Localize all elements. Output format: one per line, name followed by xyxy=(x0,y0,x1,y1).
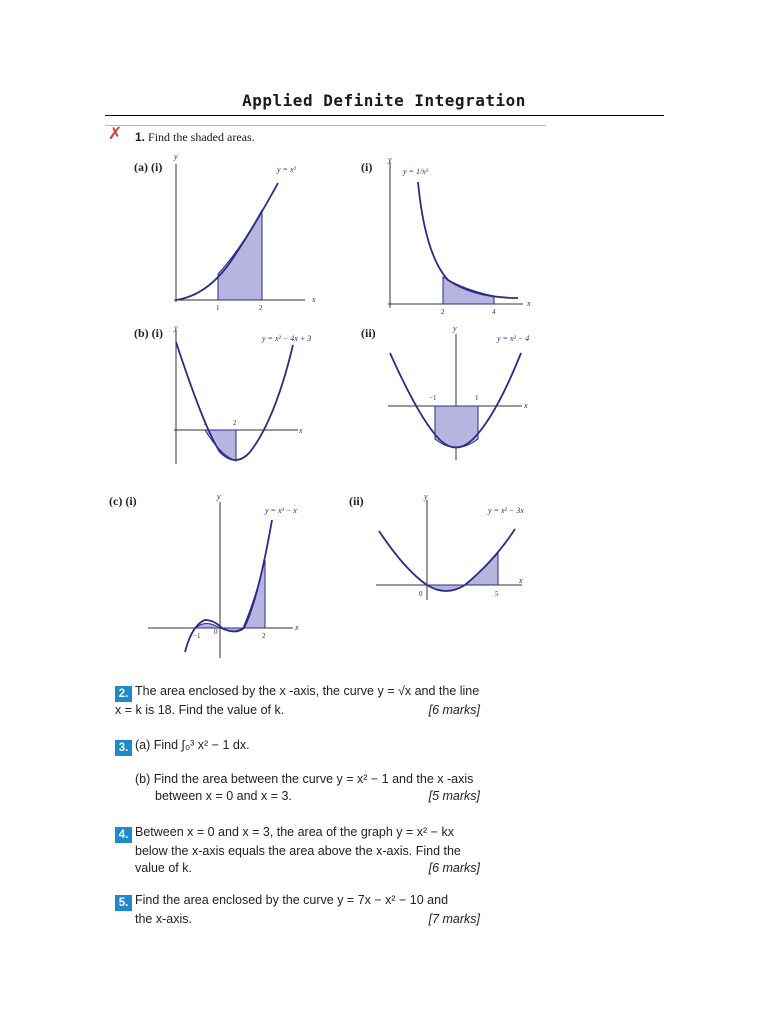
part-b-line: between x = 0 and x = 3. xyxy=(155,789,292,803)
x-axis-label: x xyxy=(527,299,531,308)
question-number-badge: 2. xyxy=(115,686,132,702)
marks-label: [6 marks] xyxy=(428,703,480,717)
x-axis-label: x xyxy=(312,295,316,304)
graph-a-ii xyxy=(387,155,531,316)
question-line: Find the area enclosed by the curve y = 7x − x² − 10 and xyxy=(135,893,449,907)
graph-c-ii xyxy=(376,492,524,600)
graph-b-ii xyxy=(388,324,529,460)
tick-label: 2 xyxy=(259,304,263,312)
y-axis-label: y xyxy=(453,324,457,333)
tick-label: 2 xyxy=(262,632,266,640)
part-label-a-ii: (i) xyxy=(361,160,373,174)
question-line: the x-axis. xyxy=(135,912,192,926)
question-2 xyxy=(115,683,480,719)
x-axis-label: x xyxy=(299,426,303,435)
tick-label: 2 xyxy=(441,308,445,316)
question-line: x = k is 18. Find the value of k. xyxy=(115,703,285,717)
y-axis-label: y xyxy=(424,492,428,501)
equation-label: y = 1/x² xyxy=(403,167,429,176)
marks-label: [5 marks] xyxy=(428,789,480,803)
question-number-badge: 4. xyxy=(115,827,132,843)
tick-label: 0 xyxy=(214,628,218,636)
y-axis-label: y xyxy=(174,323,178,332)
question-line: value of k. xyxy=(135,861,192,875)
question-number-badge: 3. xyxy=(115,740,132,756)
y-axis-label: y xyxy=(217,492,221,501)
cross-mark-icon: ✗ xyxy=(108,124,123,144)
shaded-region-b xyxy=(220,560,265,631)
tick-label: 1 xyxy=(216,304,220,312)
curve xyxy=(418,182,518,298)
tick-label: 0 xyxy=(419,590,423,598)
equation-label: y = x² xyxy=(277,165,296,174)
equation-label: y = x³ − x xyxy=(265,506,297,515)
part-label-b-i: (b) (i) xyxy=(134,326,163,340)
x-axis-label: x xyxy=(295,623,299,632)
question-number: 1. xyxy=(135,130,146,144)
x-axis-label: x xyxy=(519,576,523,585)
tick-label: 1 xyxy=(475,394,479,402)
question-line: below the x-axis equals the area above the x-axis. Find the xyxy=(135,844,461,858)
part-a-text: (a) Find ∫₀³ x² − 1 dx. xyxy=(135,738,250,752)
graph-a-i xyxy=(173,152,316,312)
part-label-a-i: (a) (i) xyxy=(134,160,163,174)
marks-label: [7 marks] xyxy=(428,912,480,926)
question-text: Find the shaded areas. xyxy=(148,130,255,144)
part-label-b-ii: (ii) xyxy=(361,326,376,340)
graph-b-i xyxy=(173,323,311,464)
question-4 xyxy=(115,824,480,877)
marks-label: [6 marks] xyxy=(428,861,480,875)
part-label-c-i: (c) (i) xyxy=(109,494,137,508)
question-number-badge: 5. xyxy=(115,895,132,911)
question-line: The area enclosed by the x -axis, the curve y = √x and the line xyxy=(135,684,480,698)
tick-label: −1 xyxy=(429,394,437,402)
equation-label: y = x² − 3x xyxy=(488,506,524,515)
y-axis-label: y xyxy=(174,152,178,161)
question-3 xyxy=(115,737,480,805)
question-5 xyxy=(115,892,480,928)
equation-label: y = x² − 4x + 3 xyxy=(262,334,312,343)
tick-label: 1 xyxy=(203,419,207,427)
part-b-line: (b) Find the area between the curve y = x² − 1 and the x -axis xyxy=(135,772,474,786)
tick-label: 2 xyxy=(233,419,237,427)
tick-label: 5 xyxy=(495,590,499,598)
tick-label: −1 xyxy=(193,632,201,640)
part-label-c-ii: (ii) xyxy=(349,494,364,508)
x-axis-label: x xyxy=(524,401,528,410)
page-title: Applied Definite Integration xyxy=(242,91,526,110)
tick-label: 4 xyxy=(492,308,496,316)
graph-c-i xyxy=(148,492,299,658)
equation-label: y = x² − 4 xyxy=(497,334,530,343)
y-axis-label: y xyxy=(388,155,392,164)
question-line: Between x = 0 and x = 3, the area of the graph y = x² − kx xyxy=(135,825,454,839)
